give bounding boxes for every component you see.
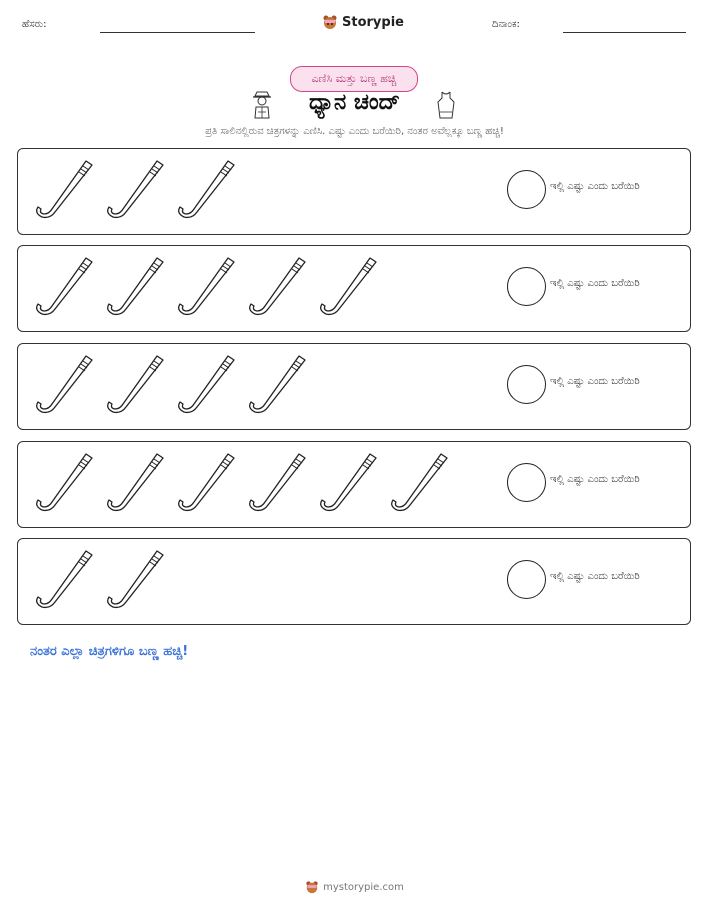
- hockey-stick-icon[interactable]: [28, 450, 98, 516]
- answer-label: ಇಲ್ಲಿ ಎಷ್ಟು ಎಂದು ಬರೆಯಿರಿ: [550, 278, 640, 289]
- hockey-stick-icon[interactable]: [383, 450, 453, 516]
- count-row: [17, 245, 691, 332]
- pictures-group: [28, 547, 169, 613]
- answer-circle[interactable]: [507, 170, 546, 209]
- brand-header: [322, 14, 404, 30]
- hockey-stick-icon[interactable]: [28, 157, 98, 223]
- pictures-group: [28, 450, 453, 516]
- hockey-stick-icon[interactable]: [312, 450, 382, 516]
- date-label: ದಿನಾಂಕ:: [492, 19, 520, 30]
- hockey-stick-icon[interactable]: [170, 450, 240, 516]
- count-row: [17, 538, 691, 625]
- answer-label: ಇಲ್ಲಿ ಎಷ್ಟು ಎಂದು ಬರೆಯಿರಿ: [550, 571, 640, 582]
- page-title: ಧ್ಯಾನ ಚಂದ್: [308, 90, 401, 115]
- count-row: [17, 441, 691, 528]
- hockey-stick-icon[interactable]: [241, 352, 311, 418]
- pictures-group: [28, 254, 382, 320]
- answer-circle[interactable]: [507, 365, 546, 404]
- hockey-stick-icon[interactable]: [99, 254, 169, 320]
- hockey-stick-icon[interactable]: [170, 352, 240, 418]
- hockey-stick-icon[interactable]: [99, 547, 169, 613]
- answer-circle[interactable]: [507, 560, 546, 599]
- hockey-stick-icon[interactable]: [241, 450, 311, 516]
- pictures-group: [28, 352, 311, 418]
- hockey-stick-icon[interactable]: [99, 352, 169, 418]
- instructions: ಪ್ರತಿ ಸಾಲಿನಲ್ಲಿರುವ ಚಿತ್ರಗಳನ್ನು ಎಣಿಸಿ. ಎಷ್ಟು ಎಂದು ಬರೆಯಿರಿ, ನಂತರ ಅವೆಲ್ಲಕ್ಕೂ ಬಣ್ಣ ಹಚ್ಚಿ!: [205, 126, 504, 137]
- answer-circle[interactable]: [507, 267, 546, 306]
- hockey-stick-icon[interactable]: [312, 254, 382, 320]
- count-row: [17, 148, 691, 235]
- name-label: ಹೆಸರು:: [22, 19, 47, 30]
- bear-logo-icon: [322, 14, 338, 30]
- footer-brand: [0, 880, 709, 894]
- answer-label: ಇಲ್ಲಿ ಎಷ್ಟು ಎಂದು ಬರೆಯಿರಿ: [550, 181, 640, 192]
- footer-url: mystorypie.com: [323, 881, 404, 893]
- hockey-stick-icon[interactable]: [28, 352, 98, 418]
- name-line[interactable]: [100, 32, 255, 33]
- hockey-stick-icon[interactable]: [28, 254, 98, 320]
- hockey-stick-icon[interactable]: [99, 450, 169, 516]
- jersey-icon: [434, 90, 458, 120]
- hockey-stick-icon[interactable]: [99, 157, 169, 223]
- hockey-stick-icon[interactable]: [241, 254, 311, 320]
- count-row: [17, 343, 691, 430]
- footer-note: ನಂತರ ಎಲ್ಲಾ ಚಿತ್ರಗಳಿಗೂ ಬಣ್ಣ ಹಚ್ಚಿ!: [30, 644, 189, 659]
- bear-logo-icon: [305, 880, 319, 894]
- hockey-stick-icon[interactable]: [28, 547, 98, 613]
- brand-name: Storypie: [342, 14, 404, 30]
- answer-label: ಇಲ್ಲಿ ಎಷ್ಟು ಎಂದು ಬರೆಯಿರಿ: [550, 474, 640, 485]
- hockey-stick-icon[interactable]: [170, 254, 240, 320]
- answer-label: ಇಲ್ಲಿ ಎಷ್ಟು ಎಂದು ಬರೆಯಿರಿ: [550, 376, 640, 387]
- date-line[interactable]: [563, 32, 686, 33]
- answer-circle[interactable]: [507, 463, 546, 502]
- hockey-stick-icon[interactable]: [170, 157, 240, 223]
- activity-badge: ಎಣಿಸಿ ಮತ್ತು ಬಣ್ಣ ಹಚ್ಚಿ: [290, 66, 418, 92]
- pictures-group: [28, 157, 240, 223]
